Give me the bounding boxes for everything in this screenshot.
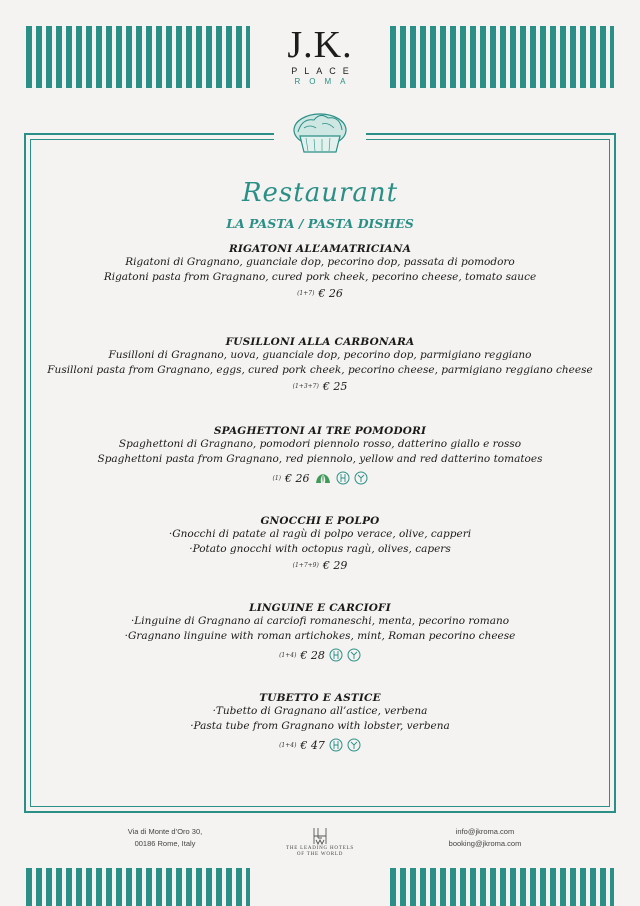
vegetarian-icon xyxy=(347,648,361,662)
email-info-link[interactable]: info@jkroma.com xyxy=(455,827,515,836)
decorative-stripes-top-right xyxy=(390,26,614,88)
price-row xyxy=(40,380,600,393)
logo-mark: J.K. xyxy=(287,24,353,66)
dish-description-it: ·Gnocchi di patate al ragù di polpo verace, olive, capperi xyxy=(168,528,472,540)
dish-description-it: Rigatoni di Gragnano, guanciale dop, pecorino dop, passata di pomodoro xyxy=(125,256,515,268)
vegan-icon xyxy=(329,648,343,662)
vegan-icon xyxy=(336,471,350,485)
dish-description-it: Fusilloni di Gragnano, uova, guanciale dop, pecorino dop, parmigiano reggiano xyxy=(108,349,532,361)
dish-name: TUBETTO E ASTICE xyxy=(259,692,381,704)
vegetarian-icon xyxy=(354,471,368,485)
decorative-stripes-top-left xyxy=(26,26,250,88)
restaurant-script-title: Restaurant xyxy=(241,178,399,208)
lhw-mark-icon xyxy=(270,826,370,846)
dish-price: € 47 xyxy=(300,738,325,752)
leaf-icon xyxy=(314,471,332,485)
menu-content xyxy=(40,176,600,752)
allergen-codes: (1+4) xyxy=(279,741,297,749)
dish-description-en: Rigatoni pasta from Gragnano, cured pork cheek, pecorino cheese, tomato sauce xyxy=(103,271,537,283)
price-row xyxy=(40,287,600,300)
lhw-line-2: OF THE WORLD xyxy=(296,852,344,857)
dish-item xyxy=(40,515,600,572)
dish-price: € 26 xyxy=(285,471,310,485)
dish-item xyxy=(40,336,600,393)
decorative-stripes-bottom-right xyxy=(390,868,614,906)
logo-line-place: PLACE xyxy=(291,66,356,76)
dish-item xyxy=(40,602,600,662)
price-row xyxy=(40,471,600,485)
dish-item xyxy=(40,692,600,752)
decorative-stripes-bottom-left xyxy=(26,868,250,906)
dish-description-it: Spaghettoni di Gragnano, pomodori piennolo rosso, datterino giallo e rosso xyxy=(118,438,522,450)
price-row xyxy=(40,648,600,662)
section-title: LA PASTA / PASTA DISHES xyxy=(226,216,414,231)
dish-price: € 25 xyxy=(322,380,348,393)
dish-name: SPAGHETTONI AI TRE POMODORI xyxy=(213,425,427,437)
lhw-logo xyxy=(270,826,370,858)
dish-name: GNOCCHI E POLPO xyxy=(260,515,380,527)
dish-description-it: ·Linguine di Gragnano ai carciofi romaneschi, menta, pecorino romano xyxy=(130,615,510,627)
chef-hat-icon xyxy=(274,108,366,160)
dish-price: € 29 xyxy=(322,559,348,572)
dish-description-en: Fusilloni pasta from Gragnano, eggs, cured pork cheek, pecorino cheese, parmigiano reggiano cheese xyxy=(47,364,593,376)
dish-name: LINGUINE E CARCIOFI xyxy=(249,602,391,614)
allergen-codes: (1) xyxy=(272,474,281,482)
dish-description-en: ·Gragnano linguine with roman artichokes, mint, Roman pecorino cheese xyxy=(124,630,516,642)
price-row xyxy=(40,738,600,752)
vegan-icon xyxy=(329,738,343,752)
email-booking-link[interactable]: booking@jkroma.com xyxy=(448,839,522,848)
address-line-2: 00186 Rome, Italy xyxy=(134,839,196,848)
dish-name: FUSILLONI ALLA CARBONARA xyxy=(225,336,415,348)
price-row xyxy=(40,559,600,572)
address-line-1: Via di Monte d’Oro 30, xyxy=(127,827,203,836)
dish-description-en: ·Potato gnocchi with octopus ragù, olives, capers xyxy=(189,543,451,555)
dish-description-en: ·Pasta tube from Gragnano with lobster, verbena xyxy=(190,720,450,732)
dish-price: € 26 xyxy=(318,287,343,300)
logo-line-roma: ROMA xyxy=(294,77,355,86)
contact-block xyxy=(420,826,550,850)
dish-item xyxy=(40,425,600,485)
allergen-codes: (1+7) xyxy=(297,290,315,297)
dish-description-en: Spaghettoni pasta from Gragnano, red piennolo, yellow and red datterino tomatoes xyxy=(97,453,543,465)
dish-name: RIGATONI ALL’AMATRICIANA xyxy=(228,243,412,255)
allergen-codes: (1+3+7) xyxy=(292,383,319,390)
dish-price: € 28 xyxy=(300,648,325,662)
allergen-codes: (1+4) xyxy=(279,651,297,659)
allergen-codes: (1+7+9) xyxy=(292,562,319,569)
lhw-line-1: THE LEADING HOTELS xyxy=(285,846,354,851)
address-block xyxy=(100,826,230,850)
dish-item xyxy=(40,243,600,300)
dish-description-it: ·Tubetto di Gragnano all’astice, verbena xyxy=(212,705,428,717)
brand-logo xyxy=(270,26,370,86)
vegetarian-icon xyxy=(347,738,361,752)
